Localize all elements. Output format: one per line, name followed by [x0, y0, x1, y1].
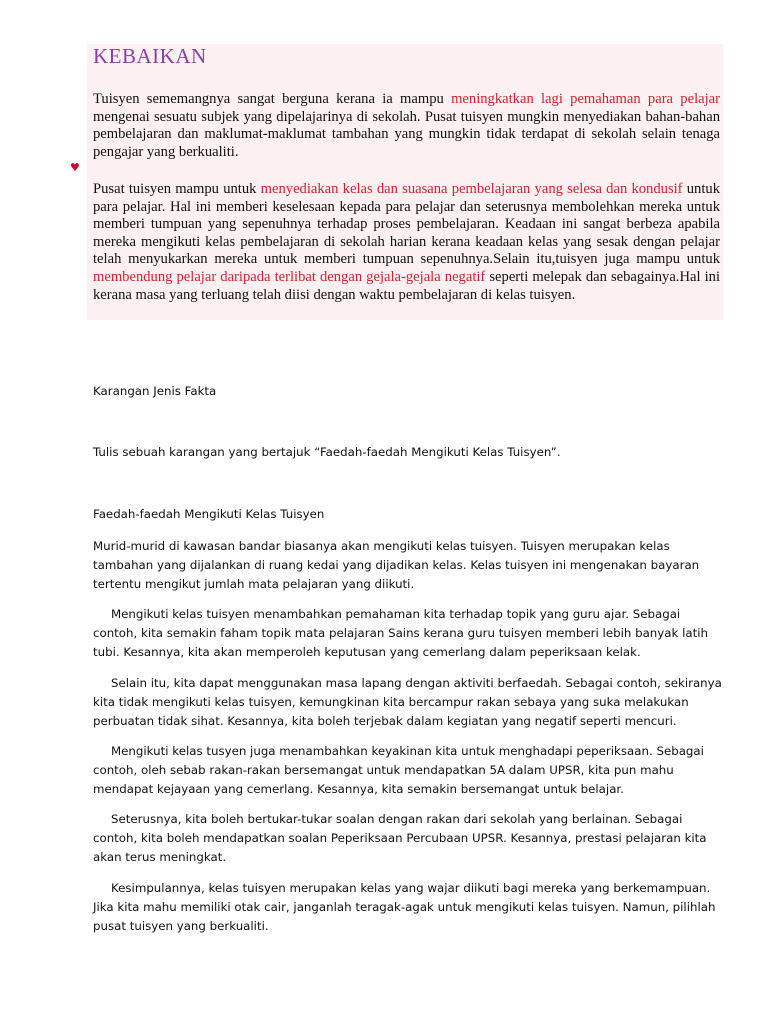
essay-paragraph-6: Kesimpulannya, kelas tuisyen merupakan kelas yang wajar diikuti bagi mereka yang berkemampuan. Jika kita mahu memiliki otak cair, janganlah teragak-agak untuk mengikuti kelas tuisyen. Namun, pilihlah pusat tuisyen yang berkualiti.	[93, 881, 716, 933]
text-run: Pusat tuisyen mampu untuk	[93, 181, 261, 197]
essay-paragraph-2: Mengikuti kelas tuisyen menambahkan pemahaman kita terhadap topik yang guru ajar. Sebagai contoh, kita semakin faham topik mata pelajaran Sains kerana guru tuisyen memberi lebih banyak latih tubi. Kesannya, kita akan memperoleh keputusan yang cemerlang dalam peperiksaan kelak.	[93, 607, 708, 659]
essay-title: Faedah-faedah Mengikuti Kelas Tuisyen	[93, 507, 325, 521]
text-run: untuk para pelajar. Hal ini memberi keselesaan kepada para pelajar dan seterusnya membolehkan mereka untuk memberi tumpuan yang sepenuhnya terhadap proses pembelajaran. Keadaan ini sangat berbeza apabila mereka mengikuti kelas pembelajaran di sekolah harian kerana keadaan kelas yang sesak dengan pelajar telah menyukarkan mereka untuk memberi tumpuan sepenuhnya.Selain itu,tuisyen juga mampu untuk	[93, 181, 720, 268]
highlighted-text: membendung pelajar daripada terlibat dengan gejala-gejala negatif	[93, 268, 486, 285]
essay-paragraph-5: Seterusnya, kita boleh bertukar-tukar soalan dengan rakan dari sekolah yang berlainan. Sebagai contoh, kita boleh mendapatkan soalan Peperiksaan Percubaan UPSR. Kesannya, prestasi pelajaran kita akan terus meningkat.	[93, 812, 707, 864]
kebaikan-title: KEBAIKAN	[93, 44, 207, 68]
essay-paragraph-4: Mengikuti kelas tusyen juga menambahkan keyakinan kita untuk menghadapi peperiksaan. Sebagai contoh, oleh sebab rakan-rakan bersemangat untuk mendapatkan 5A dalam UPSR, kita pun mahu mendapat kejayaan yang cemerlang. Kesannya, kita semakin bersemangat untuk belajar.	[93, 744, 704, 796]
essay-paragraph-1: Murid-murid di kawasan bandar biasanya akan mengikuti kelas tuisyen. Tuisyen merupakan kelas tambahan yang dijalankan di ruang kedai yang dijadikan kelas. Kelas tuisyen ini mengenakan bayaran tertentu mengikut jumlah mata pelajaran yang diikuti.	[93, 539, 700, 591]
highlighted-text: menyediakan kelas dan suasana pembelajaran yang selesa dan kondusif	[260, 181, 683, 197]
highlighted-text: meningkatkan lagi pemahaman para pelajar	[451, 91, 720, 107]
kebaikan-paragraph-1	[93, 91, 720, 161]
text-run: seperti melepak dan sebagainya.Hal ini kerana masa yang terluang telah diisi dengan waktu pembelajaran di kelas tuisyen.	[93, 268, 721, 303]
section-heading: Karangan Jenis Fakta	[93, 384, 217, 398]
text-run: Tuisyen sememangnya sangat berguna kerana ia mampu	[93, 91, 452, 107]
essay-instruction: Tulis sebuah karangan yang bertajuk “Faedah-faedah Mengikuti Kelas Tuisyen”.	[93, 445, 561, 459]
text-run: mengenai sesuatu subjek yang dipelajarinya di sekolah. Pusat tuisyen mungkin menyediakan bahan-bahan pembelajaran dan maklumat-maklumat tambahan yang mungkin tidak terdapat di sekolah selain tenaga pengajar yang berkualiti.	[93, 108, 720, 160]
kebaikan-paragraph-2	[93, 181, 720, 304]
essay-paragraph-3: Selain itu, kita dapat menggunakan masa lapang dengan aktiviti berfaedah. Sebagai contoh, sekiranya kita tidak mengikuti kelas tuisyen, kemungkinan kita bercampur rakan sebaya yang suka melakukan perbuatan tidak sihat. Kesannya, kita boleh terjebak dalam kegiatan yang negatif seperti mencuri.	[93, 676, 722, 728]
heart-icon: ♥	[70, 161, 80, 174]
